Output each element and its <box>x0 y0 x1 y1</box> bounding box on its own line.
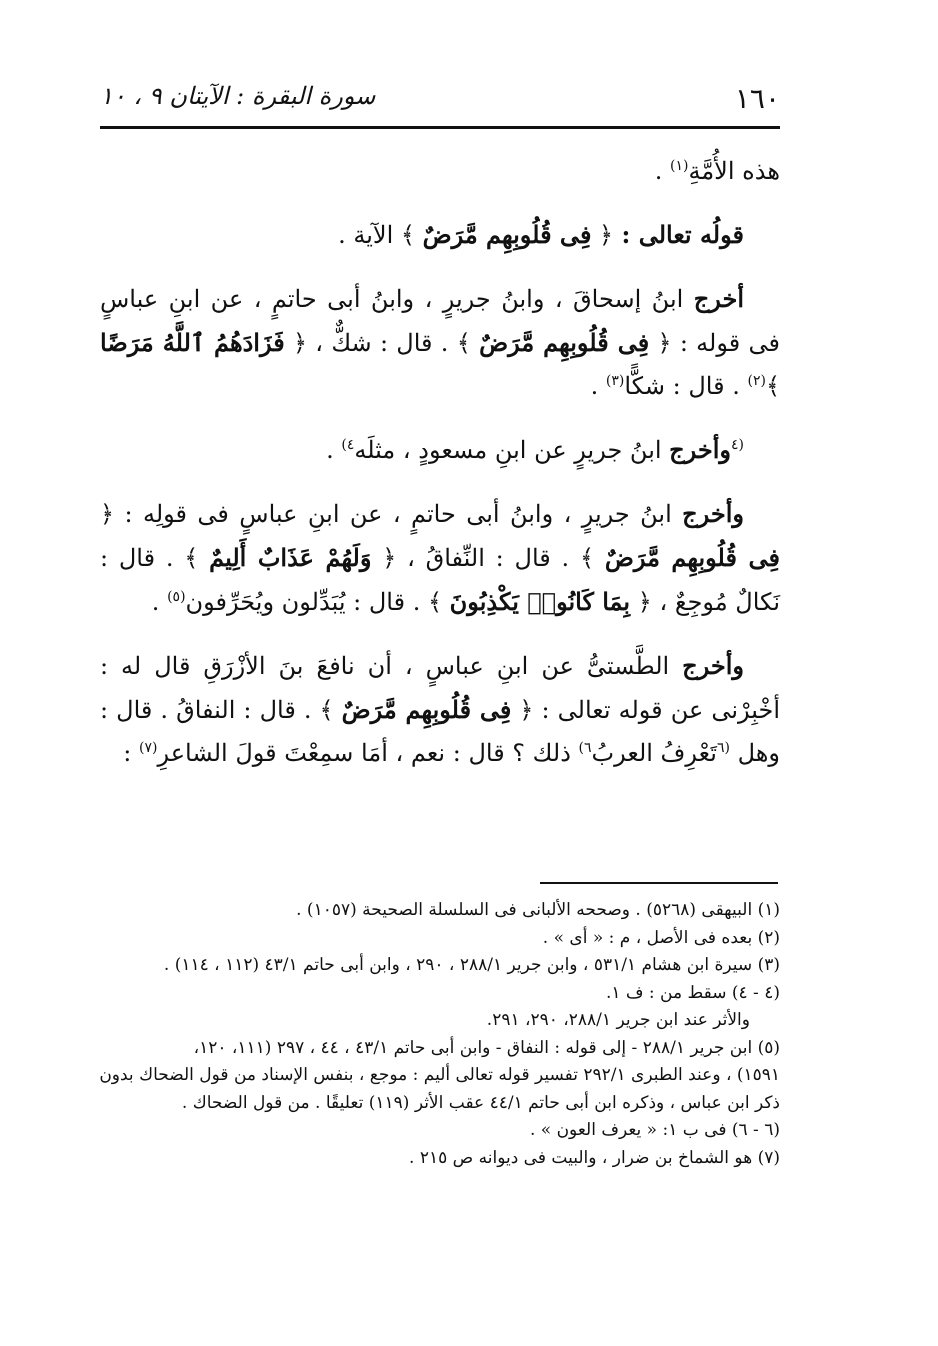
quran-verse: فِى قُلُوبِهِم مَّرَضٌ <box>604 543 780 572</box>
footnote-7: (٧) هو الشماخ بن ضرار ، والبيت فى ديوانه ص ٢١٥ . <box>409 1147 780 1168</box>
quran-verse: وَلَهُمْ عَذَابٌ أَلِيمٌ <box>209 543 372 572</box>
text: . قال : شكًّا <box>624 372 748 400</box>
ornate-bracket-close: ﴾ <box>319 696 342 724</box>
text: ابنُ جريرٍ ، وابنُ أبى حاتمٍ ، عن ابنِ عباسٍ فى قولِه : <box>114 500 683 528</box>
footnote-ref: (٥) <box>167 589 186 605</box>
main-text <box>100 150 780 795</box>
ornate-bracket-open: ﴿ <box>284 329 308 357</box>
ornate-bracket-close: ﴾ <box>400 221 423 249</box>
lead-word: وأخرج <box>682 499 744 528</box>
ornate-bracket-open: ﴿ <box>371 544 397 572</box>
ornate-bracket-open: ﴿ <box>591 221 614 249</box>
text: . قال : النفاقُ . قال : وهل <box>100 696 780 767</box>
footnote-ref: (٦ <box>716 740 730 756</box>
footnote-4: (٤ - ٤) سقط من : ف ١. <box>605 982 780 1003</box>
ornate-bracket-close: ﴾ <box>456 329 480 357</box>
footnote-5-line-3: ذكر ابن عباس ، وذكره ابن أبى حاتم ٤٤/١ عقب الأثر (١١٩) تعليقًا . من قول الضحاك . <box>181 1092 780 1113</box>
quran-verse: بِمَا كَانُوا۟ يَكْذِبُونَ <box>449 587 631 616</box>
paragraph-4 <box>100 428 780 472</box>
footnote-1: (١) البيهقى (٥٢٦٨) . وصححه الألبانى فى السلسلة الصحيحة (١٠٥٧) . <box>296 900 780 920</box>
footnote-2: (٢) بعده فى الأصل ، م : « أى » . <box>542 927 780 948</box>
text: . قال : النِّفاقُ ، <box>396 544 580 572</box>
footnote-ref: (٤ <box>731 437 744 453</box>
text: الطَّستىُّ عن ابنِ عباسٍ ، أن نافعَ بنَ الأزْرَقِ قال له : أخْبِرْنى عن قوله تعالى : <box>100 652 781 724</box>
footnote-ref: (٧) <box>138 740 158 756</box>
ornate-bracket-open: ﴿ <box>649 329 672 357</box>
text: . قال : شكٌّ ، <box>307 329 457 357</box>
lead-word: وأخرج <box>682 651 744 680</box>
paragraph-1 <box>100 150 780 193</box>
lead-word: وأخرج <box>669 435 731 464</box>
page-number: ١٦٠ <box>734 82 780 115</box>
text: ذلك ؟ قال : نعم ، أمَا سمِعْتَ قولَ الشاعرِ <box>157 739 579 767</box>
footnote-ref: ٦) <box>578 740 592 756</box>
footnote-ref: (١) <box>669 158 689 174</box>
text: ابنُ جريرٍ عن ابنِ مسعودٍ ، مثلَه <box>354 436 670 464</box>
text: . <box>590 372 606 400</box>
ornate-bracket-open: ﴿ <box>100 500 115 528</box>
text: هذه الأُمَّةِ <box>688 157 780 185</box>
quran-verse: فَزَادَهُمُ ٱللَّهُ مَرَضًا <box>100 328 285 357</box>
text: . <box>654 157 670 185</box>
footnote-5-line-2: ١٥٩١) ، وعند الطبرى ٢٩٢/١ تفسير قوله تعالى أليم : موجع ، بنفس الإسناد من قول الضحاك بدون <box>99 1065 780 1085</box>
lead-phrase: قولُه تعالى : <box>613 220 744 249</box>
ornate-bracket-open: ﴿ <box>630 588 652 616</box>
footnote-4-continuation: والأثر عند ابن جرير ٢٨٨/١، ٢٩٠، ٢٩١. <box>486 1010 750 1030</box>
text: . قال : يُبَدِّلون ويُحَرِّفون <box>185 588 428 616</box>
text: . <box>151 588 168 616</box>
ornate-bracket-open: ﴿ <box>511 696 534 724</box>
paragraph-6 <box>100 644 780 775</box>
footnote-6: (٦ - ٦) فى ب ١: « يعرف العون » . <box>529 1120 780 1140</box>
footnote-5: (٥) ابن جرير ٢٨٨/١ - إلى قوله : النفاق - وابن أبى حاتم ٤٣/١ ، ٤٤ ، ٢٩٧ (١١١، ١٢٠، <box>193 1037 780 1058</box>
paragraph-5 <box>100 492 780 624</box>
ornate-bracket-close: ﴾ <box>765 372 780 400</box>
header-rule <box>100 126 780 129</box>
text: . <box>326 436 342 464</box>
page-header <box>100 82 780 122</box>
footnote-rule <box>540 882 778 884</box>
text: . قال : نَكالٌ مُوجِعٌ ، <box>100 544 780 616</box>
footnote-ref: ٤) <box>341 437 355 453</box>
footnote-3: (٣) سيرة ابن هشام ٥٣١/١ ، وابن جرير ٢٨٨/١ ، ٢٩٠ ، وابن أبى حاتم ٤٣/١ (١١٢ ، ١١٤) . <box>163 955 780 975</box>
ornate-bracket-close: ﴾ <box>184 544 210 572</box>
quran-verse: فِى قُلُوبِهِم مَّرَضٌ <box>422 220 592 249</box>
footnotes <box>100 897 780 1172</box>
footnote-ref: (٣) <box>605 373 625 389</box>
text: تَعْرِفُ العربُ <box>591 739 717 767</box>
footnote-ref: (٢) <box>747 373 766 389</box>
quran-verse: فِى قُلُوبِهِم مَّرَضٌ <box>341 695 512 724</box>
paragraph-3 <box>100 277 780 408</box>
ornate-bracket-close: ﴾ <box>427 588 450 616</box>
lead-word: أخرج <box>693 284 744 313</box>
text: الآية . <box>338 221 401 249</box>
ornate-bracket-close: ﴾ <box>579 544 605 572</box>
paragraph-2 <box>100 213 780 257</box>
text: : <box>123 739 139 767</box>
text: ابنُ إسحاقَ ، وابنُ جريرٍ ، وابنُ أبى حاتمٍ ، عن ابنِ عباسٍ فى قوله : <box>100 285 780 357</box>
running-title: سورة البقرة : الآيتان ٩ ، ١٠ <box>100 82 376 110</box>
quran-verse: فِى قُلُوبِهِم مَّرَضٌ <box>479 328 650 357</box>
